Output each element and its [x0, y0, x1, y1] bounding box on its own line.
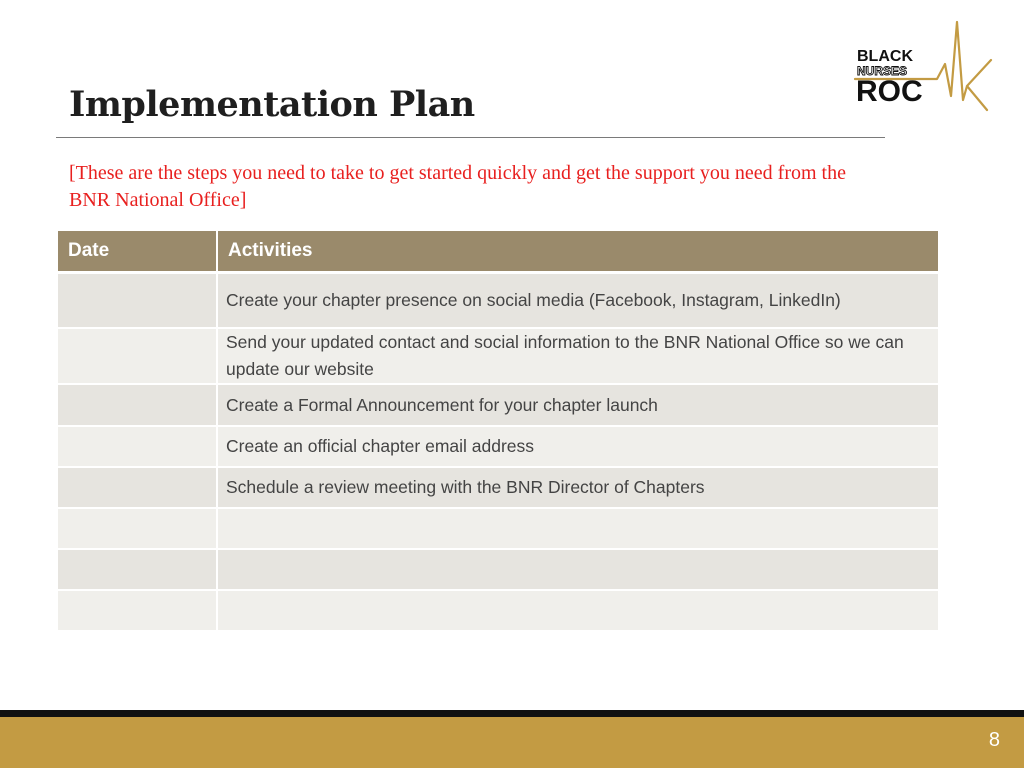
logo-line-black: BLACK	[857, 48, 913, 65]
activity-cell[interactable]	[216, 591, 938, 632]
black-nurses-rock-logo	[853, 16, 995, 114]
table-row	[58, 274, 938, 329]
activity-cell[interactable]: Send your updated contact and social information to the BNR National Office so we can update our website	[216, 329, 938, 385]
table-header-row	[58, 231, 938, 274]
implementation-table	[58, 231, 938, 632]
table-row	[58, 385, 938, 427]
activity-cell[interactable]	[216, 509, 938, 550]
logo-line-nurses: NURSES	[857, 64, 908, 78]
activities-column-header: Activities	[216, 231, 938, 274]
page-number: 8	[988, 729, 1000, 751]
date-cell[interactable]	[58, 427, 216, 468]
slide-subtitle: [These are the steps you need to take to get started quickly and get the support you need from the BNR National Office]	[69, 162, 846, 211]
footer-band	[0, 717, 1024, 768]
date-cell[interactable]	[58, 509, 216, 550]
table-row	[58, 509, 938, 550]
date-cell[interactable]	[58, 274, 216, 329]
table-row	[58, 591, 938, 632]
footer-divider	[0, 710, 1024, 717]
table-row	[58, 550, 938, 591]
date-cell[interactable]	[58, 550, 216, 591]
activity-cell[interactable]: Create a Formal Announcement for your chapter launch	[216, 385, 938, 427]
activity-cell[interactable]: Create an official chapter email address	[216, 427, 938, 468]
slide-title: Implementation Plan	[69, 84, 475, 125]
title-divider	[56, 137, 885, 138]
activity-cell[interactable]: Create your chapter presence on social media (Facebook, Instagram, LinkedIn)	[216, 274, 938, 329]
activity-cell[interactable]	[216, 550, 938, 591]
logo-line-roc: ROC	[856, 75, 923, 108]
date-cell[interactable]	[58, 329, 216, 385]
table-row	[58, 468, 938, 509]
date-column-header: Date	[58, 231, 216, 274]
table-row	[58, 427, 938, 468]
date-cell[interactable]	[58, 385, 216, 427]
activity-cell[interactable]: Schedule a review meeting with the BNR Director of Chapters	[216, 468, 938, 509]
table-row	[58, 329, 938, 385]
date-cell[interactable]	[58, 468, 216, 509]
date-cell[interactable]	[58, 591, 216, 632]
